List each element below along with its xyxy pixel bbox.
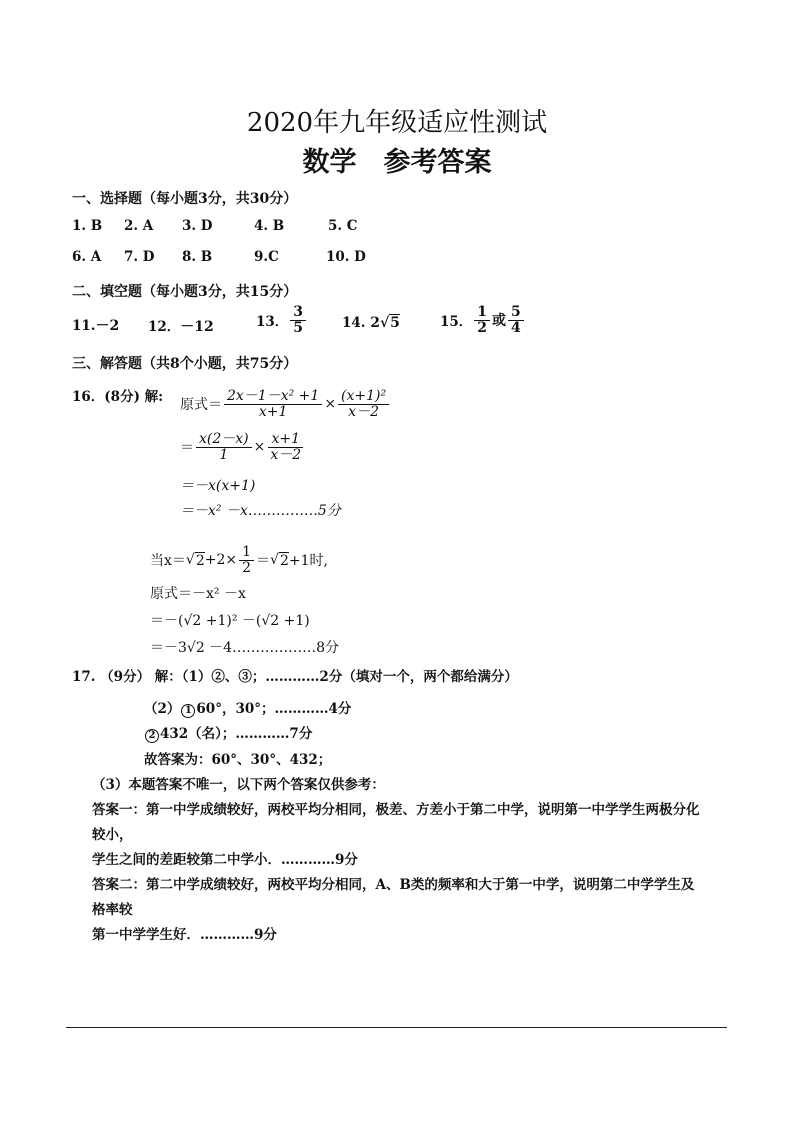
answer-number: 13．	[256, 314, 289, 331]
radicand: 2	[195, 552, 205, 569]
denominator: x+1	[258, 403, 288, 420]
sqrt-sign: √	[379, 315, 390, 331]
sqrt-sign: √	[185, 552, 195, 569]
fraction	[338, 389, 389, 419]
mc-answer: 6. A	[72, 249, 102, 265]
denominator: 1	[219, 446, 229, 463]
radicand: 2	[279, 552, 289, 569]
denominator: 4	[511, 319, 521, 336]
q17-line10: 格率较	[92, 902, 133, 918]
times-sign: ×	[324, 396, 337, 413]
denominator: x－2	[270, 446, 302, 463]
footer-divider	[66, 1027, 727, 1028]
denominator: 5	[293, 319, 304, 336]
mc-answer: 4. B	[254, 218, 285, 234]
numerator: x+1	[268, 432, 303, 448]
fraction	[508, 305, 524, 335]
numerator: 5	[508, 305, 524, 321]
mc-answer: 2. A	[124, 218, 154, 234]
answer-number: 11.	[72, 318, 96, 334]
fraction	[224, 389, 322, 419]
fraction	[474, 305, 490, 335]
answer-text: 60°，30°；…………4分	[196, 701, 352, 717]
mc-answer: 1. B	[72, 218, 103, 234]
section1-heading: 一、选择题（每小题3分，共30分）	[72, 191, 298, 207]
circled-number-1: 1	[181, 704, 195, 718]
q17-line5: （3）本题答案不唯一，以下两个答案仅供参考：	[92, 777, 385, 793]
numerator: 2x－1－x² +1	[224, 389, 322, 405]
q16-line7: ＝－(√2 +1)² －(√2 +1)	[150, 613, 310, 629]
numerator: 3	[290, 305, 306, 321]
q17-line11: 第一中学学生好．…………9分	[92, 927, 277, 943]
fill-answer-11	[72, 315, 119, 335]
q16-line6: 原式＝－x² －x	[150, 586, 246, 602]
expr-part: ＝	[256, 553, 271, 570]
mc-answer: 9.C	[254, 249, 279, 265]
fraction	[267, 432, 304, 462]
mc-answer: 7. D	[124, 249, 155, 265]
q17-line7: 较小，	[92, 827, 133, 843]
q16-line2	[180, 432, 306, 462]
mc-answer: 8. B	[182, 249, 213, 265]
numerator: 1	[474, 305, 490, 321]
q17-line4: 故答案为：60°、30°、432；	[144, 752, 332, 768]
fill-answer-13	[256, 305, 308, 335]
denominator: 2	[242, 559, 252, 576]
answer-number: 12．	[148, 319, 181, 335]
q16-line8: ＝－3√2 －4………………8分	[150, 640, 339, 656]
numerator: (x+1)²	[338, 389, 389, 405]
coefficient: 2	[370, 315, 380, 331]
answer-value: －2	[95, 318, 120, 334]
part-label: （2）	[144, 701, 181, 717]
expr-part: +1时,	[288, 553, 328, 570]
fraction	[196, 432, 252, 462]
expr-part: 当x＝	[150, 553, 186, 570]
q16-line1	[180, 389, 391, 419]
numerator: x(2－x)	[196, 432, 252, 448]
sqrt-sign: √	[270, 552, 279, 569]
q16-line5	[150, 545, 328, 575]
denominator: x－2	[348, 403, 379, 420]
q17-line8: 学生之间的差距较第二中学小．…………9分	[92, 852, 358, 868]
denominator: 2	[477, 319, 488, 336]
q16-line4: ＝－x² －x……………5分	[180, 503, 341, 519]
expr-part: +2×	[204, 552, 238, 569]
mc-answer: 5. C	[328, 218, 358, 234]
answer-number: 14.	[342, 315, 366, 331]
expr-prefix: 原式＝	[180, 397, 222, 414]
page-subtitle: 数学 参考答案	[302, 147, 492, 178]
numerator: 1	[239, 545, 254, 561]
q17-line2	[144, 697, 351, 718]
or-word: 或	[492, 313, 507, 330]
section3-heading: 三、解答题（共8个小题，共75分）	[72, 356, 298, 372]
fraction	[290, 305, 306, 335]
q16-label: 16．(8分) 解:	[72, 389, 164, 405]
answer-value: －12	[180, 319, 214, 335]
answer-number: 15．	[440, 314, 473, 331]
radicand: 5	[390, 315, 400, 331]
section2-heading: 二、填空题（每小题3分，共15分）	[72, 284, 298, 300]
answer-text: 432（名）；…………7分	[160, 726, 313, 742]
circled-number-2: 2	[145, 729, 159, 743]
q17-line3	[144, 722, 312, 743]
q17-line1: 17. （9分） 解：（1）②、③；…………2分（填对一个，两个都给满分）	[72, 669, 518, 685]
q17-line6: 答案一：第一中学成绩较好，两校平均分相同，极差、方差小于第二中学，说明第一中学学生两极分化	[92, 802, 700, 818]
page-title: 2020年九年级适应性测试	[246, 108, 548, 138]
fill-answer-14	[342, 315, 400, 331]
expr-prefix: ＝	[180, 440, 194, 457]
fraction	[239, 545, 254, 575]
fill-answer-12	[148, 315, 214, 336]
q16-line3: ＝－x(x+1)	[180, 478, 256, 494]
q17-line9: 答案二：第二中学成绩较好，两校平均分相同，A、B类的频率和大于第一中学，说明第二中学学生及	[92, 877, 695, 893]
mc-answer: 3. D	[182, 218, 213, 234]
times-sign: ×	[253, 439, 266, 456]
fill-answer-15	[440, 305, 526, 335]
mc-answer: 10. D	[326, 249, 366, 265]
